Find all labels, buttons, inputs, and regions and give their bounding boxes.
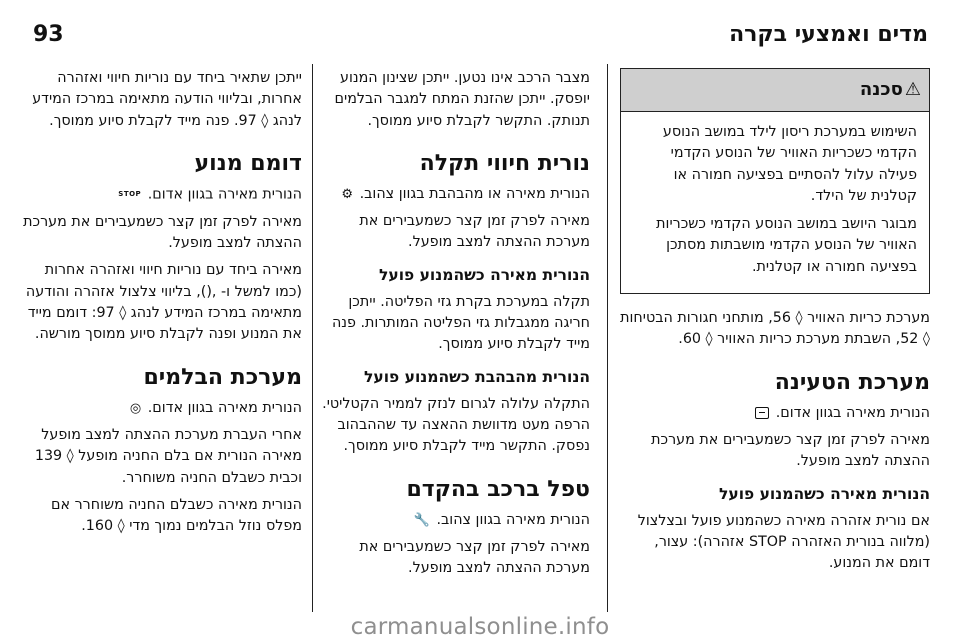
wrench-icon: 🔧 — [413, 512, 430, 528]
paragraph: מאירה לפרק זמן קצר כשמעבירים את מערכת ההצתה למצב מופעל. — [359, 213, 590, 251]
column-divider — [607, 64, 608, 612]
paragraph: מאירה לפרק זמן קצר כשמעבירים את מערכת ההצתה למצב מופעל. — [651, 431, 930, 470]
paragraph: הנורית מאירה בגוון אדום. STOP — [20, 184, 302, 206]
paragraph: מאירה לפרק זמן קצר כשמעבירים את מערכת ההצתה למצב מופעל. — [359, 538, 590, 577]
section-heading-stop-engine: דומם מנוע — [194, 150, 302, 176]
section-heading-brakes: מערכת הבלמים — [143, 364, 302, 390]
paragraph: תקלה במערכת בקרת גזי הפליטה. ייתכן חריגה ממגבלות גזי הפליטה המותרות. פנה מייד לקבלת סיוע ממוסך. — [331, 293, 590, 353]
battery-icon — [755, 407, 769, 419]
subheading: הנורית מאירה כשהמנוע פועל — [719, 484, 930, 503]
page-header — [0, 0, 960, 50]
subheading: הנורית מאירה כשהמנוע פועל — [379, 265, 590, 284]
paragraph: הנורית מאירה בגוון צהוב. 🔧 — [320, 510, 590, 531]
paragraph: מאירה ביחד עם נוריות חיווי ואזהרה אחרות (כמו למשל ו- ,(), בליווי צלצול אזהרה והודעה מתאימה במרכז המידע לנהג ◊ 97: דומם מייד את המנוע ופנה לקבלת סיוע ממוסך מורשה. — [25, 262, 302, 343]
danger-paragraph: השימוש במערכת ריסון לילד במושב הנוסע הקדמי כשכריות האוויר של הנוסע הקדמי פעילה עלול להסתיים בפציעה חמורה או קטלנית של הילד. — [662, 124, 917, 204]
right-column — [620, 68, 930, 580]
danger-title: סכנה — [859, 79, 903, 101]
running-title: מדים ואמצעי בקרה — [729, 22, 928, 47]
page-number: 93 — [33, 22, 64, 47]
subheading: הנורית מהבהבת כשהמנוע פועל — [364, 367, 590, 386]
paragraph: התקלה עלולה לגרום לנזק לממיר הקטליטי. הרפה מעט מדוושת ההאצה עד שההבהוב נפסק. התקשר מייד לקבלת סיוע ממוסך. — [322, 395, 590, 455]
paragraph: מאירה לפרק זמן קצר כשמעבירים את מערכת ההצתה למצב מופעל. — [23, 213, 302, 252]
cross-reference-text: מערכת כריות האוויר ◊ 56, מותחני חגורות הבטיחות ◊ 52, השבתת מערכת כריות האוויר ◊ 60. — [620, 310, 930, 348]
warning-triangle-icon: ⚠ — [904, 79, 921, 101]
danger-box — [620, 68, 930, 294]
paragraph: ייתכן שתאיר ביחד עם נוריות חיווי ואזהרה אחרות, ובליווי הודעה מתאימה במרכז המידע לנהג ◊ 97. פנה מייד לקבלת סיוע ממוסך. — [32, 70, 302, 129]
engine-check-icon: ⚙ — [341, 186, 354, 202]
paragraph: אחרי העברת מערכת ההצתה למצב מופעל מאירה הנורית אם בלם החניה מופעל ◊ 139 וכבית כשבלם החניה משוחרר. — [34, 426, 302, 486]
section-heading-malfunction: נורית חיווי תקלה — [419, 150, 590, 176]
paragraph: הנורית מאירה בגוון אדום. ◎ — [20, 398, 302, 419]
section-heading-charging: מערכת הטעינה — [774, 369, 930, 395]
paragraph: הנורית מאירה או מהבהבת בגוון צהוב. ⚙ — [320, 184, 590, 205]
column-divider — [312, 64, 313, 612]
stop-icon: STOP — [118, 189, 142, 198]
paragraph: אם נורית אזהרה מאירה כשהמנוע פועל ובצלצול (מלווה בנורית האזהרה STOP אזהרה): עצור, דומם את המנוע. — [637, 512, 930, 572]
danger-header — [621, 69, 929, 112]
danger-paragraph: מבוגר היושב במושב הנוסע הקדמי כשכריות האוויר של הנוסע הקדמי מושבתות מסתכן בפציעה חמורה או קטלנית. — [656, 216, 917, 275]
middle-column — [320, 68, 590, 585]
watermark: carmanualsonline.info — [350, 614, 610, 640]
section-heading-service: טפל ברכב בהקדם — [406, 476, 590, 502]
paragraph: הנורית מאירה כשבלם החניה משוחרר אם מפלס נוזל הבלמים נמוך מדי ◊ 160. — [51, 496, 302, 535]
brake-icon: ◎ — [129, 400, 142, 416]
left-column — [20, 68, 302, 543]
paragraph: מצבר הרכב אינו נטען. ייתכן שצינון המנוע יופסק. ייתכן שהזנת המתח למגבר הבלמים תנותק. התקשר לקבלת סיוע ממוסך. — [334, 70, 590, 129]
paragraph: הנורית מאירה בגוון אדום. — [620, 403, 930, 424]
